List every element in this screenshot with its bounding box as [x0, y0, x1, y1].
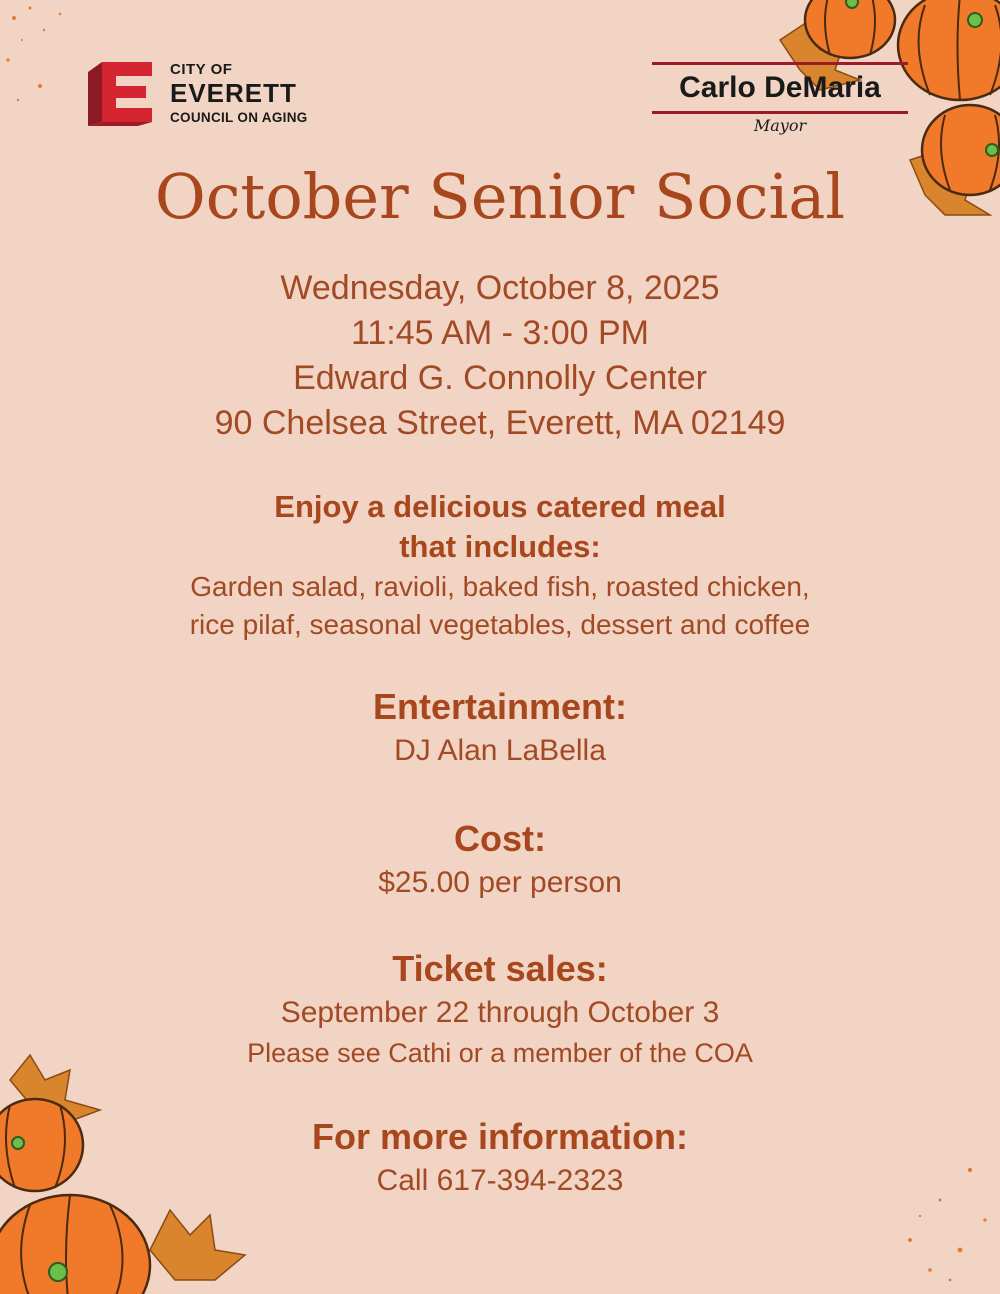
event-details [0, 266, 1000, 446]
mayor-title: Mayor [753, 116, 807, 135]
event-venue: Edward G. Connolly Center [293, 359, 707, 397]
event-address: 90 Chelsea Street, Everett, MA 02149 [214, 404, 786, 442]
info-phone: Call 617-394-2323 [376, 1164, 624, 1197]
pumpkin-icon [898, 0, 1000, 100]
event-title: October Senior Social [154, 160, 846, 233]
mayor-logo [652, 62, 910, 142]
tickets-note: Please see Cathi or a member of the COA [247, 1038, 753, 1068]
org-line-everett: EVERETT [170, 78, 297, 108]
meal-menu-line1: Garden salad, ravioli, baked fish, roasted chicken, [190, 571, 810, 602]
cost-heading: Cost: [454, 818, 546, 859]
info-heading: For more information: [312, 1116, 688, 1157]
everett-logo-icon [88, 62, 152, 126]
everett-coa-logo [88, 60, 338, 130]
pumpkin-icon [0, 1195, 150, 1294]
org-line-city: CITY OF [170, 61, 233, 78]
divider [652, 111, 908, 114]
entertainment-heading: Entertainment: [372, 686, 628, 727]
mayor-name: Carlo DeMaria [679, 71, 881, 104]
event-date: Wednesday, October 8, 2025 [280, 269, 720, 307]
event-time: 11:45 AM - 3:00 PM [351, 314, 649, 352]
tickets-heading: Ticket sales: [392, 948, 608, 989]
divider [652, 62, 908, 65]
meal-heading-line2: that includes: [399, 529, 601, 564]
tickets-dates: September 22 through October 3 [280, 996, 720, 1029]
meal-menu-line2: rice pilaf, seasonal vegetables, dessert and coffee [189, 609, 811, 640]
meal-menu [0, 568, 1000, 644]
meal-heading-line1: Enjoy a delicious catered meal [274, 489, 726, 524]
meal-heading [0, 487, 1000, 567]
paint-splatter-icon [0, 0, 80, 120]
cost-value: $25.00 per person [378, 866, 622, 899]
entertainment-value: DJ Alan LaBella [394, 734, 606, 767]
org-line-coa: COUNCIL ON AGING [170, 110, 308, 125]
